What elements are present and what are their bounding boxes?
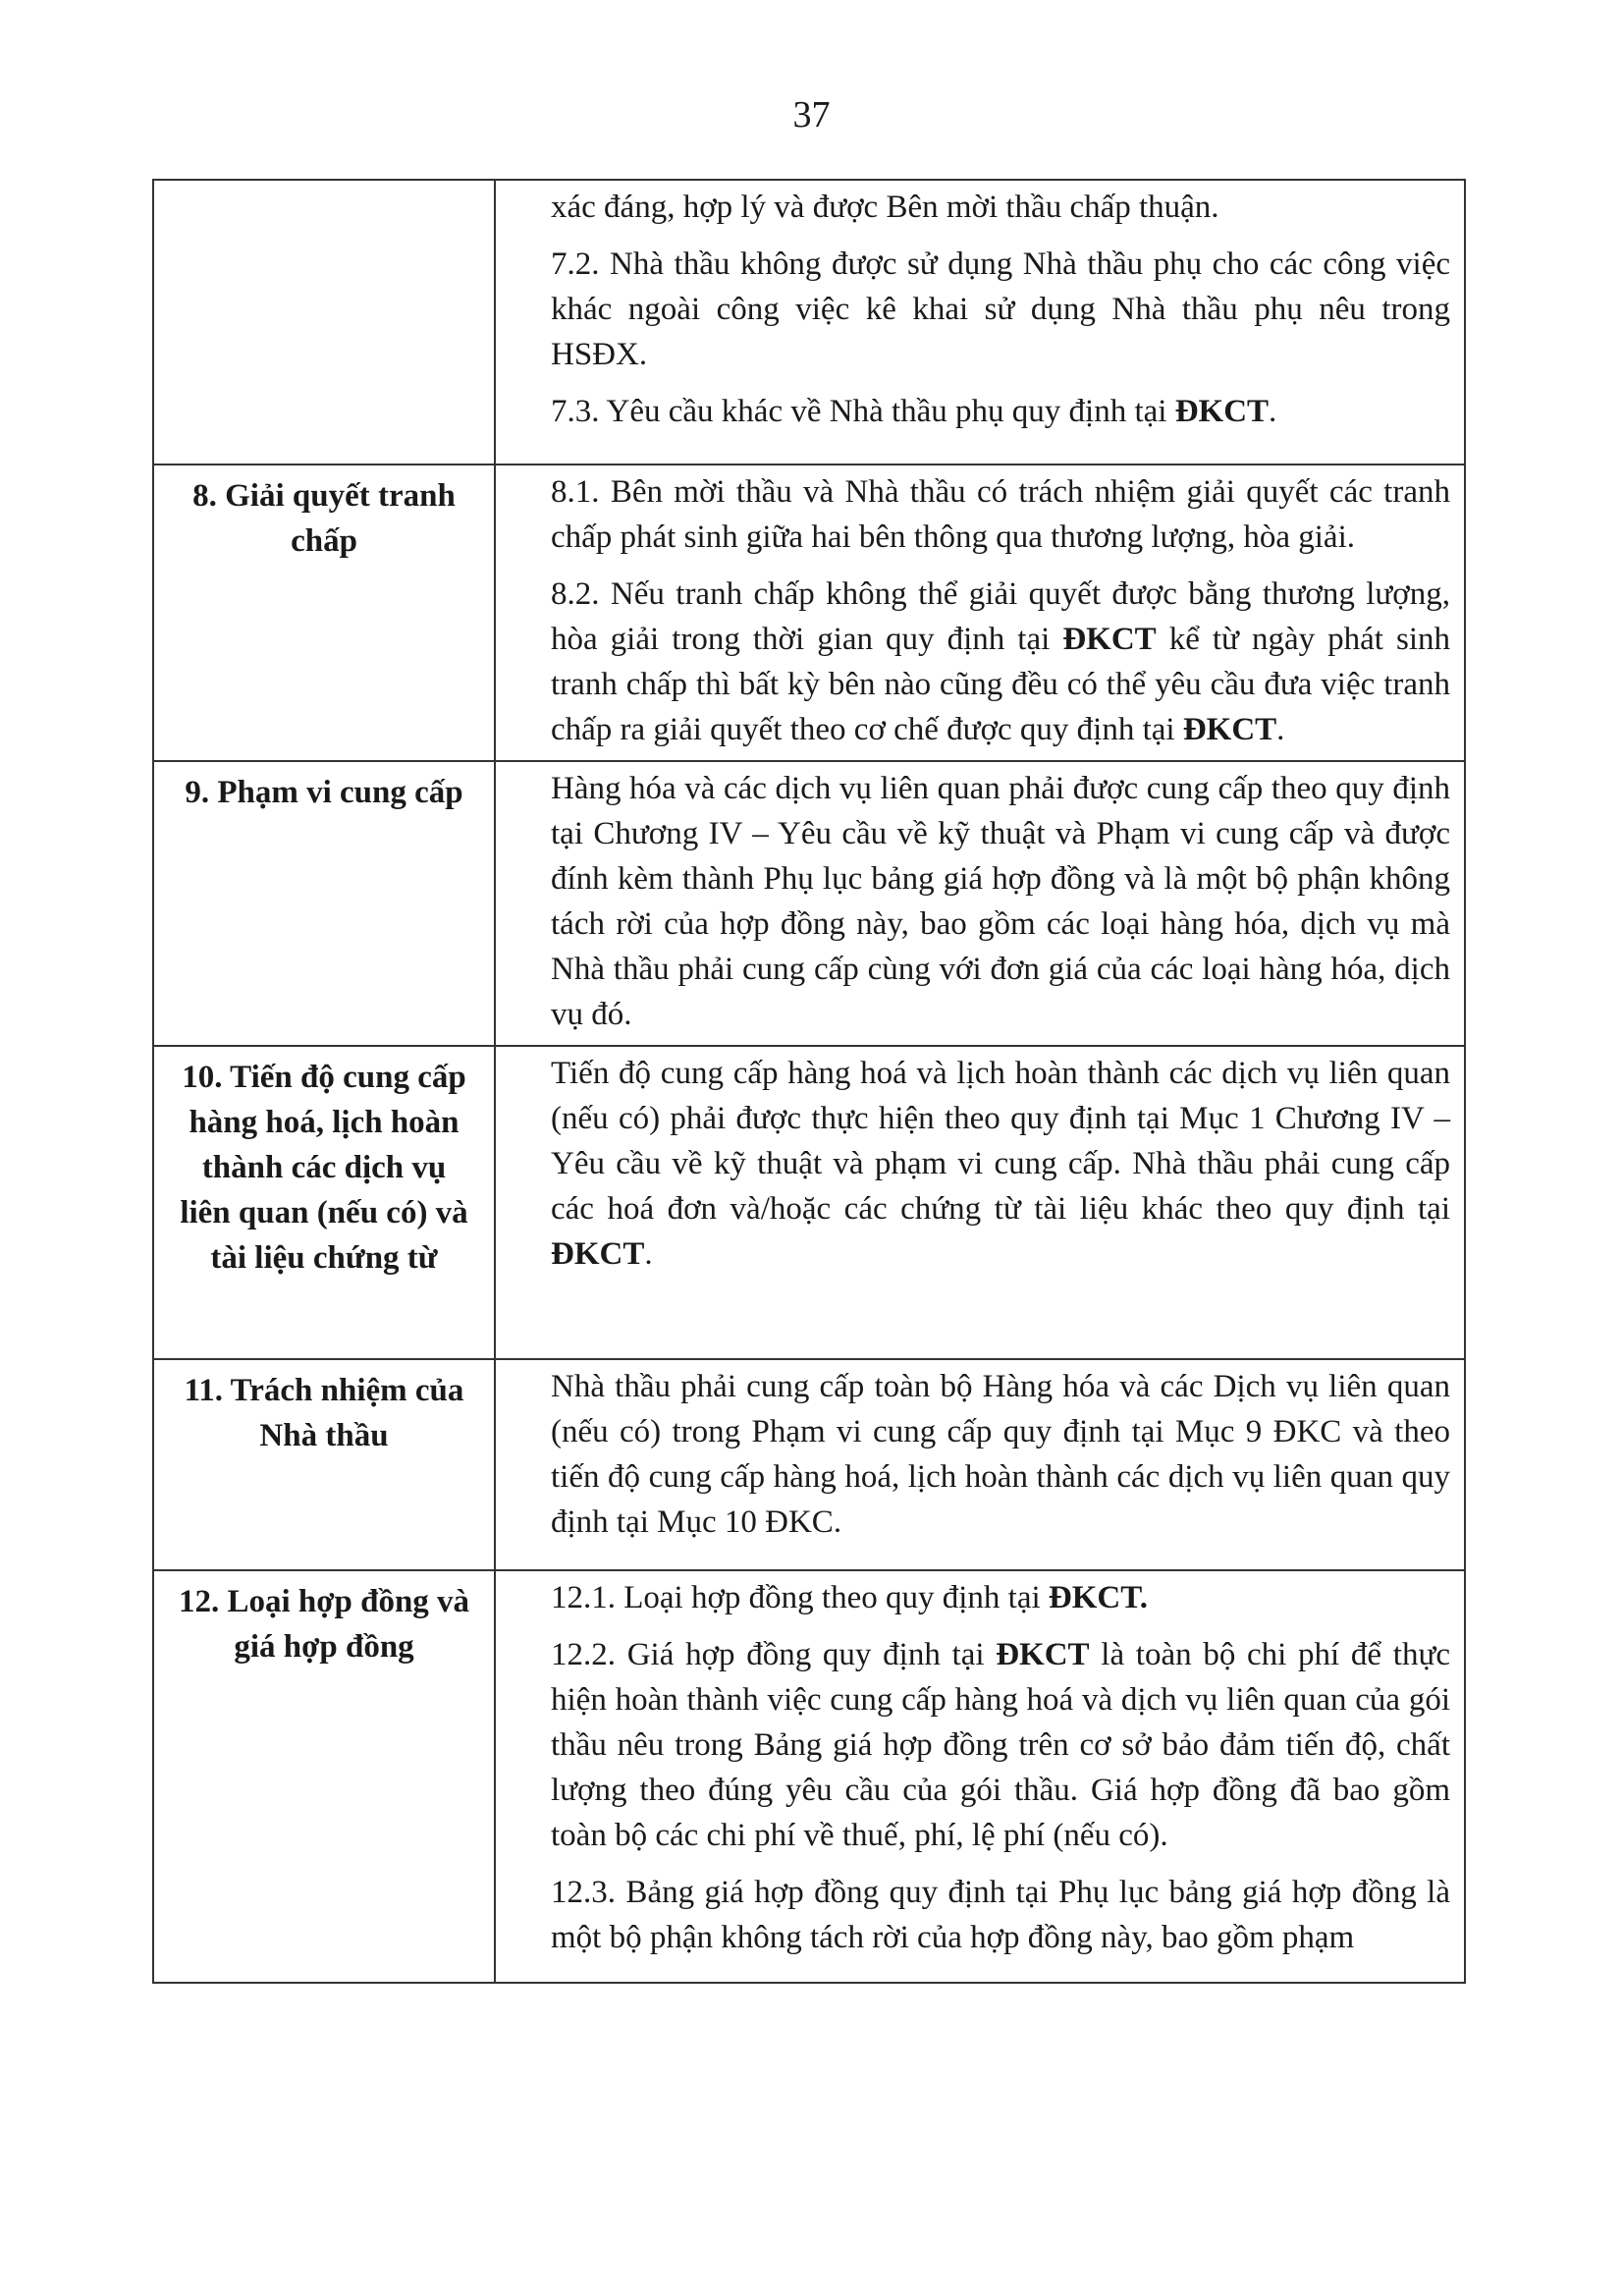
clause-content: [495, 1046, 1465, 1359]
clause-content: [495, 465, 1465, 761]
paragraph-text: Tiến độ cung cấp hàng hoá và lịch hoàn thành các dịch vụ liên quan (nếu có) phải được thực hiện theo quy định tại Mục 1 Chương IV – Yêu cầu về kỹ thuật và phạm vi cung cấp. Nhà thầu phải cung cấp các hoá đơn và/hoặc các chứng từ tài liệu khác theo quy định tại: [551, 1056, 1450, 1227]
clause-paragraph: [551, 389, 1450, 434]
bold-term: ĐKCT.: [1048, 1580, 1149, 1615]
bold-term: ĐKCT: [551, 1236, 645, 1272]
paragraph-text: 7.3. Yêu cầu khác về Nhà thầu phụ quy định tại: [551, 394, 1175, 429]
clause-row: [153, 1570, 1465, 1983]
clause-paragraph: [551, 1051, 1450, 1277]
page-number: 37: [792, 94, 831, 136]
clause-paragraph: Hàng hóa và các dịch vụ liên quan phải được cung cấp theo quy định tại Chương IV – Yêu cầu về kỹ thuật và Phạm vi cung cấp và được đính kèm thành Phụ lục bảng giá hợp đồng và là một bộ phận không tách rời của hợp đồng này, bao gồm các loại hàng hóa, dịch vụ mà Nhà thầu phải cung cấp cùng với đơn giá của các loại hàng hóa, dịch vụ đó.: [551, 771, 1450, 1032]
clause-paragraph: [551, 572, 1450, 752]
clause-heading: 10. Tiến độ cung cấp hàng hoá, lịch hoàn thành các dịch vụ liên quan (nếu có) và tài liệu chứng từ: [153, 1046, 495, 1359]
clause-paragraph: 8.1. Bên mời thầu và Nhà thầu có trách nhiệm giải quyết các tranh chấp phát sinh giữa hai bên thông qua thương lượng, hòa giải.: [551, 474, 1450, 555]
clause-content: [495, 180, 1465, 465]
clause-row: [153, 1046, 1465, 1359]
clause-row: [153, 180, 1465, 465]
clause-paragraph: Nhà thầu phải cung cấp toàn bộ Hàng hóa và các Dịch vụ liên quan (nếu có) trong Phạm vi cung cấp quy định tại Mục 9 ĐKC và theo tiến độ cung cấp hàng hoá, lịch hoàn thành các dịch vụ liên quan quy định tại Mục 10 ĐKC.: [551, 1369, 1450, 1540]
paragraph-text: 12.2. Giá hợp đồng quy định tại: [551, 1637, 997, 1672]
bold-term: ĐKCT: [996, 1637, 1090, 1672]
clause-row: [153, 465, 1465, 761]
clause-paragraph: 12.3. Bảng giá hợp đồng quy định tại Phụ lục bảng giá hợp đồng là một bộ phận không tách rời của hợp đồng này, bao gồm phạm: [551, 1875, 1450, 1955]
paragraph-text: 12.1. Loại hợp đồng theo quy định tại: [551, 1580, 1049, 1615]
paragraph-text: là toàn bộ chi phí để thực hiện hoàn thành việc cung cấp hàng hoá và dịch vụ liên quan của gói thầu nêu trong Bảng giá hợp đồng trên cơ sở bảo đảm tiến độ, chất lượng theo đúng yêu cầu của gói thầu. Giá hợp đồng đã bao gồm toàn bộ các chi phí về thuế, phí, lệ phí (nếu có).: [551, 1637, 1450, 1853]
clause-paragraph: [551, 1575, 1450, 1620]
clause-heading: 8. Giải quyết tranh chấp: [153, 465, 495, 761]
bold-term: ĐKCT: [1062, 622, 1157, 657]
paragraph-text: .: [1269, 394, 1277, 429]
paragraph-text: kể từ ngày phát sinh tranh chấp thì bất kỳ bên nào cũng đều có thể yêu cầu đưa việc tranh chấp ra giải quyết theo cơ chế được quy định tại: [551, 622, 1450, 747]
clause-content: [495, 1359, 1465, 1570]
contract-clauses-table: [152, 179, 1466, 1984]
clause-paragraph: 7.2. Nhà thầu không được sử dụng Nhà thầu phụ cho các công việc khác ngoài công việc kê khai sử dụng Nhà thầu phụ nêu trong HSĐX.: [551, 246, 1450, 372]
clause-row: [153, 1359, 1465, 1570]
clause-heading: [153, 180, 495, 465]
clause-heading: 9. Phạm vi cung cấp: [153, 761, 495, 1046]
clause-paragraph: xác đáng, hợp lý và được Bên mời thầu chấp thuận.: [551, 190, 1219, 225]
bold-term: ĐKCT: [1182, 712, 1277, 747]
clause-paragraph: [551, 1632, 1450, 1858]
clause-content: [495, 761, 1465, 1046]
table-body: [153, 180, 1465, 1983]
clause-content: [495, 1570, 1465, 1983]
paragraph-text: .: [1276, 712, 1285, 747]
clause-heading: 11. Trách nhiệm của Nhà thầu: [153, 1359, 495, 1570]
clause-row: [153, 761, 1465, 1046]
paragraph-text: 8.2. Nếu tranh chấp không thể giải quyết được bằng thương lượng, hòa giải trong thời gian quy định tại: [551, 576, 1450, 657]
clause-heading: 12. Loại hợp đồng và giá hợp đồng: [153, 1570, 495, 1983]
paragraph-text: .: [644, 1236, 653, 1272]
bold-term: ĐKCT: [1174, 394, 1270, 429]
